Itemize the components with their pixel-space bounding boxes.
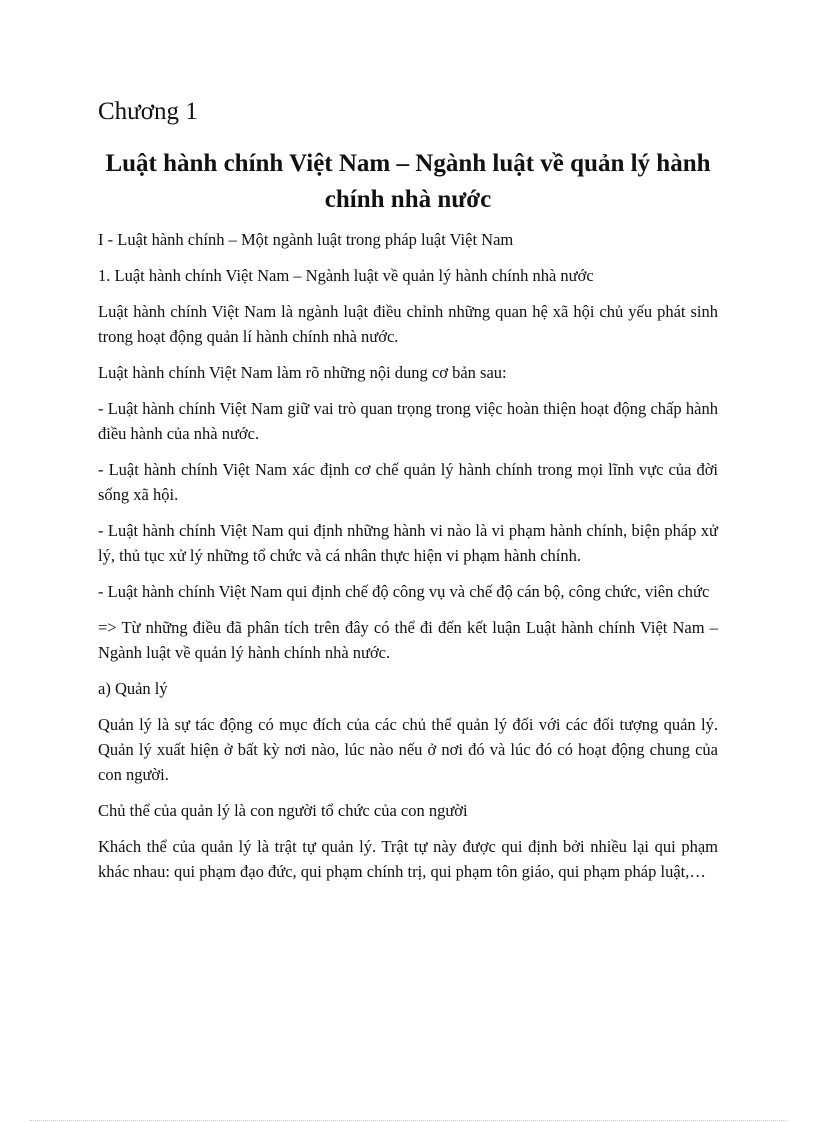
document-body — [98, 227, 718, 895]
bullet-paragraph: - Luật hành chính Việt Nam qui định chế độ công vụ và chế độ cán bộ, công chức, viên chức — [98, 582, 710, 601]
body-paragraph: Quản lý là sự tác động có mục đích của các chủ thể quản lý đối với các đối tượng quản lý. Quản lý xuất hiện ở bất kỳ nơi nào, lúc nào nếu ở nơi đó và lúc đó có hoạt động chung của con người. — [98, 715, 718, 784]
body-paragraph: Khách thể của quản lý là trật tự quản lý. Trật tự này được qui định bởi nhiều lại qui phạm khác nhau: qui phạm đạo đức, qui phạm chính trị, qui phạm tôn giáo, qui phạm pháp luật,… — [98, 837, 718, 881]
chapter-heading: Chương 1 — [98, 98, 198, 125]
subsection-heading: 1. Luật hành chính Việt Nam – Ngành luật về quản lý hành chính nhà nước — [98, 266, 594, 285]
section-heading: I - Luật hành chính – Một ngành luật trong pháp luật Việt Nam — [98, 230, 514, 249]
document-title: Luật hành chính Việt Nam – Ngành luật về quản lý hành chính nhà nước — [105, 150, 711, 213]
body-paragraph: Luật hành chính Việt Nam là ngành luật điều chỉnh những quan hệ xã hội chủ yếu phát sinh trong hoạt động quản lí hành chính nhà nước. — [98, 302, 718, 346]
body-paragraph: Chủ thể của quản lý là con người tổ chức của con người — [98, 801, 468, 820]
page-bottom-divider — [30, 1120, 786, 1121]
bullet-paragraph: - Luật hành chính Việt Nam giữ vai trò quan trọng trong việc hoàn thiện hoạt động chấp hành điều hành của nhà nước. — [98, 399, 718, 443]
body-paragraph: Luật hành chính Việt Nam làm rõ những nội dung cơ bản sau: — [98, 363, 507, 382]
item-heading: a) Quản lý — [98, 679, 168, 698]
bullet-paragraph: - Luật hành chính Việt Nam xác định cơ chế quản lý hành chính trong mọi lĩnh vực của đời sống xã hội. — [98, 460, 718, 504]
bullet-paragraph: - Luật hành chính Việt Nam qui định những hành vi nào là vi phạm hành chính, biện pháp xử lý, thủ tục xử lý những tổ chức và cá nhân thực hiện vi phạm hành chính. — [98, 521, 718, 565]
conclusion-paragraph: => Từ những điều đã phân tích trên đây có thể đi đến kết luận Luật hành chính Việt Nam – Ngành luật về quản lý hành chính nhà nước. — [98, 618, 718, 662]
